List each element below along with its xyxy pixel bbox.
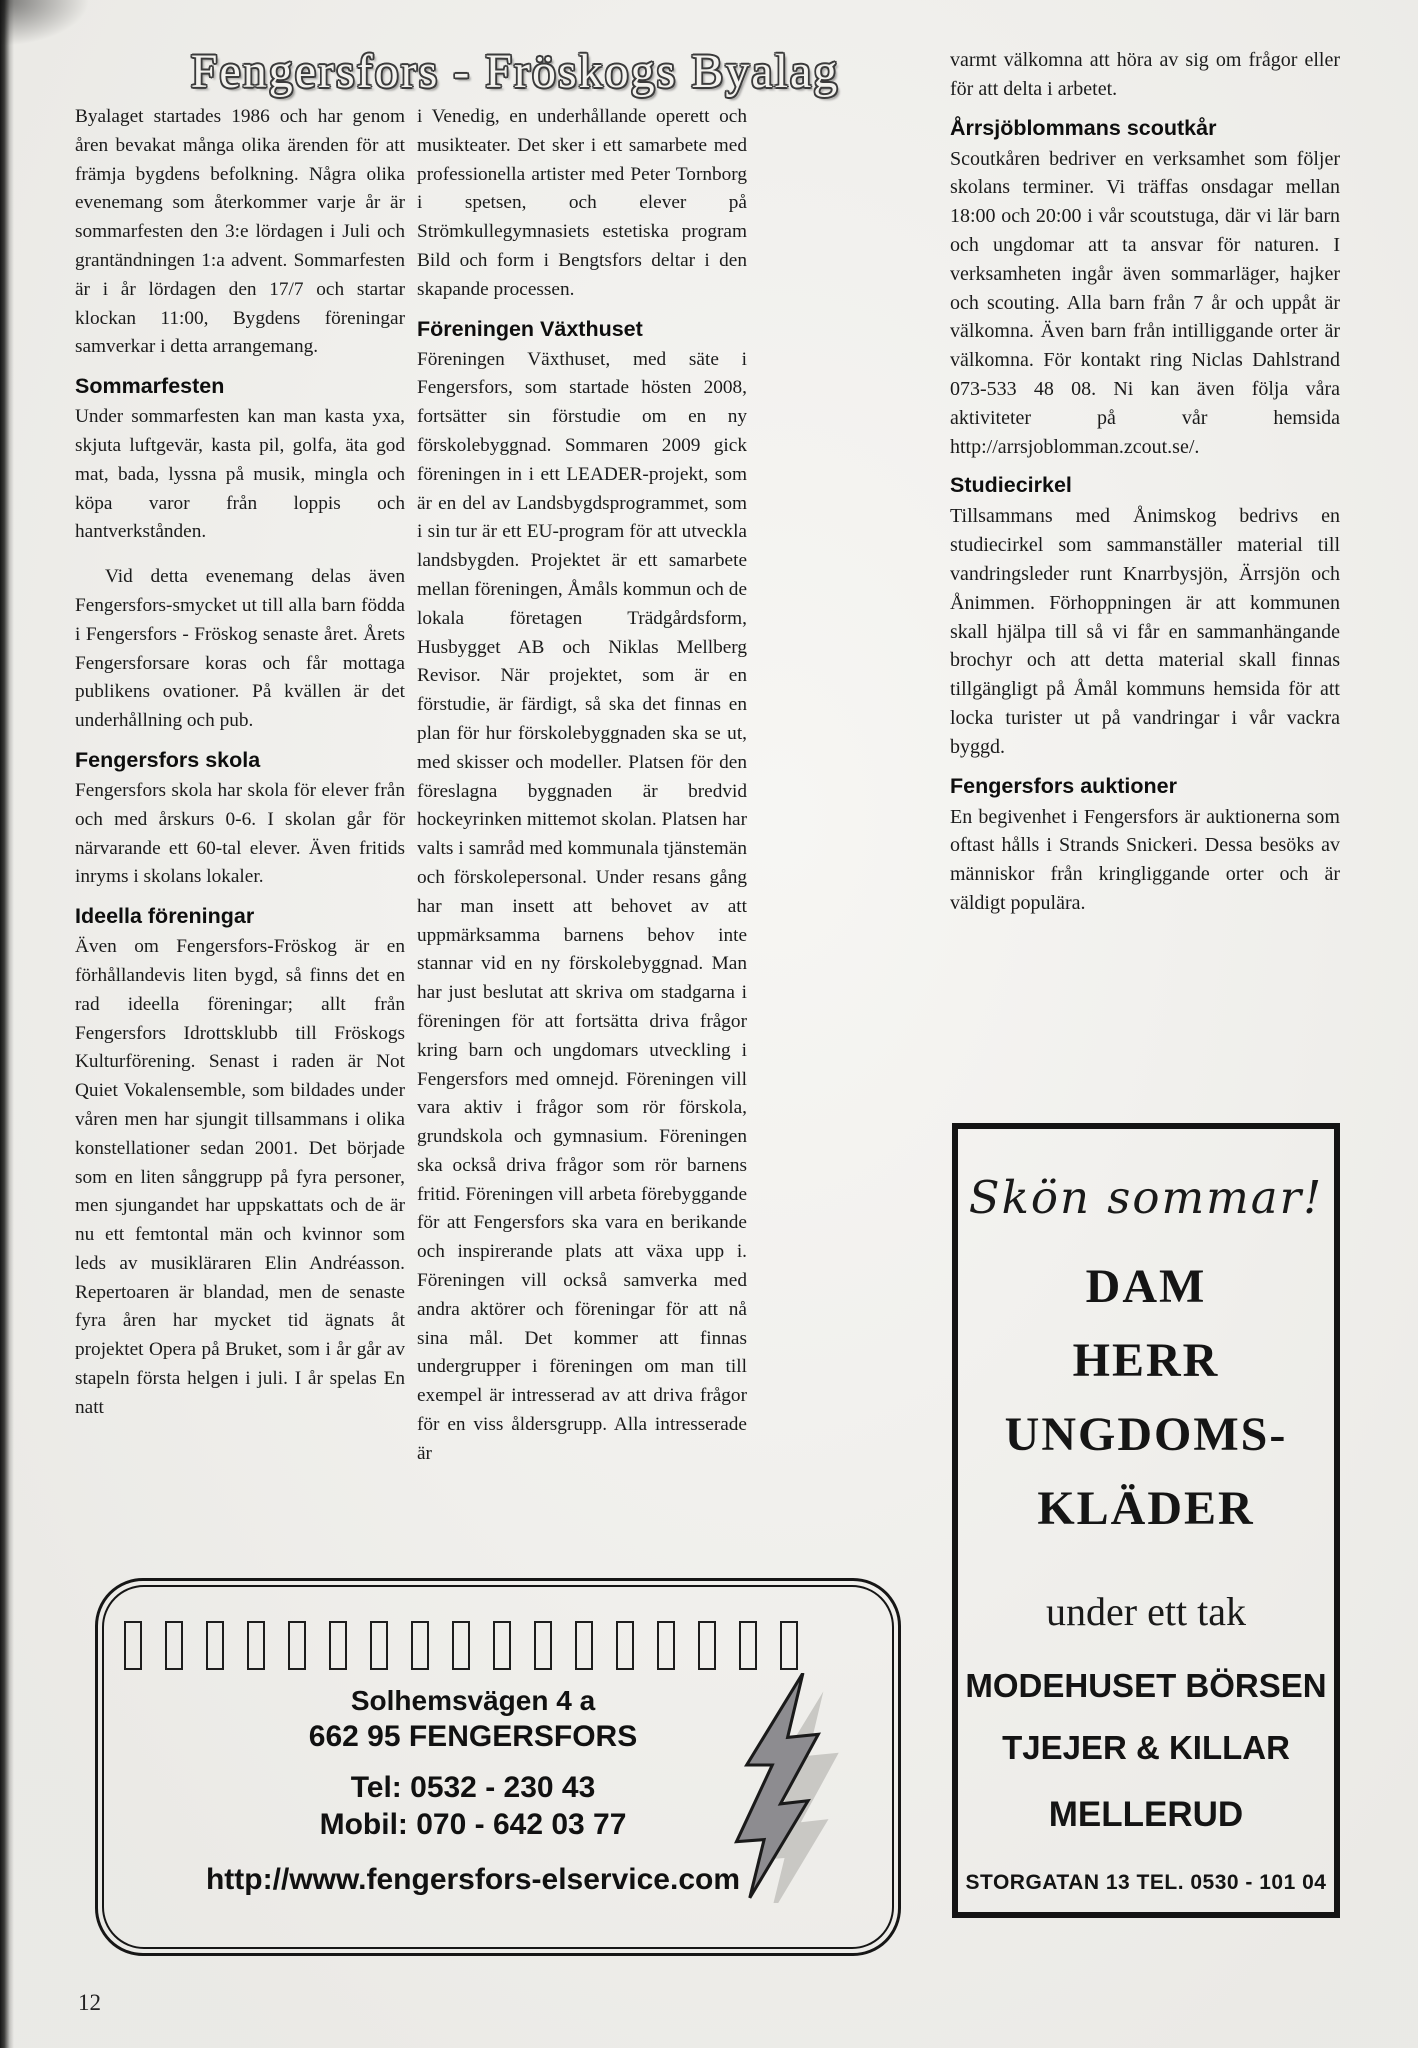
logo-bar xyxy=(575,1621,593,1670)
paragraph: Byalaget startades 1986 och har genom åren bevakat många olika ärenden för att främja bygdens befolkning. Några olika evenemang som återkommer varje år är sommarfesten den 3:e lördagen i Juli och grantändningen 1:a advent. Sommarfesten är i år lördagen den 17/7 och startar klockan 11:00, Bygdens föreningar samverkar i detta arrangemang. xyxy=(75,106,405,358)
paragraph: Föreningen Växthuset, med säte i Fengersfors, som startade hösten 2008, fortsätter sin förstudie om en ny förskolebyggnad. Sommaren 2009 gick föreningen in i ett LEADER-projekt, som är en del av Landsbygdsprogrammet, som i sin tur är ett EU-program för att utveckla landsbygden. Projektet är ett samarbete mellan föreningen, Åmåls kommun och de lokala företagen Trädgårdsform, Husbygget AB och Niklas Mellberg Revisor. När projektet, som är en förstudie, är färdigt, så ska det finnas en plan för hur förskolebyggnaden ska se ut, med skisser och modeller. Platsen för den föreslagna byggnaden är bredvid hockeyrinken mittemot skolan. Platsen har valts i samråd med kommunala tjänstemän och förskolepersonal. Under resans gång har man insett att behovet av att uppmärksamma barnens behov inte stannar vid en ny förskolebyggnad. Man har just beslutat att skriva om stadgarna i föreningen för att fortsätta driva frågor kring barn och ungdomars utveckling i Fengersfors med omnejd. Föreningen vill vara aktiv i frågor som rör förskola, grundskola och gymnasium. Föreningen ska också driva frågor som rör barnens fritid. Föreningen vill arbeta förebyggande för att Fengersfors ska vara en berikande och inspirerande plats att växa upp i. Föreningen vill också samverka med andra aktörer och föreningar för att nå sina mål. Det kommer att finnas undergrupper i föreningen om man till exempel är intresserad av att driva frågor för en viss åldersgrupp. Alla intresserade är xyxy=(417,348,747,1464)
logo-bar xyxy=(370,1621,388,1670)
elservice-logo-bars xyxy=(124,1621,798,1670)
paragraph: Även om Fengersfors-Fröskog är en förhållandevis liten bygd, så finns det en rad ideella föreningar; allt från Fengersfors Idrottsklubb till Fröskogs Kulturförening. Senast i raden är Not Quiet Vokalensemble, som bildades under våren men har sjungit tillsammans i olika konstellationer sedan 2001. Det började som en liten sånggrupp på fyra personer, men sjungandet har uppskattats och de är nu ett femtontal män och kvinnor som leds av musikläraren Elin Andréasson. Repertoaren är blandad, men de senaste fyra åren har mycket tid ägnats åt projektet Opera på Bruket, som i år går av stapeln första helgen i juli. I år spelas En natt xyxy=(75,936,405,1418)
section-heading: Fengersfors skola xyxy=(75,747,261,772)
paragraph: Under sommarfesten kan man kasta yxa, skjuta luftgevär, kasta pil, golfa, äta god mat, bada, lyssna på musik, mingla och köpa varor från loppis och hantverkstånden. xyxy=(75,406,405,543)
ad-subline: under ett tak xyxy=(1046,1589,1246,1634)
ad-product-lines xyxy=(958,1250,1334,1546)
paragraph: Vid detta evenemang delas även Fengersfors-smycket ut till alla barn födda i Fengersfors - Fröskog senaste året. Årets Fengersforsare koras och får mottaga publikens ovationer. På kvällen är det underhållning och pub. xyxy=(75,566,405,732)
lightning-bolt-icon xyxy=(725,1673,840,1903)
logo-bar xyxy=(493,1621,511,1670)
ad-tagline: Skön sommar! xyxy=(968,1171,1324,1224)
ad-product-line: DAM xyxy=(1085,1260,1207,1313)
logo-bar xyxy=(616,1621,634,1670)
logo-bar xyxy=(657,1621,675,1670)
modehuset-borsen-ad xyxy=(952,1123,1340,1918)
ad-product-line: UNGDOMS- xyxy=(1004,1408,1288,1461)
section-heading: Fengersfors auktioner xyxy=(950,773,1177,798)
section-heading: Föreningen Växthuset xyxy=(417,316,643,341)
section-heading: Ideella föreningar xyxy=(75,904,255,929)
ad-product-line: HERR xyxy=(1072,1334,1220,1387)
scan-edge-shadow xyxy=(0,0,14,2048)
paragraph: Fengersfors skola har skola för elever från och med årskurs 0-6. I skolan går för närvarande ett 60-tal elever. Även fritids inryms i skolans lokaler. xyxy=(75,779,405,888)
ad-address-phone: STORGATAN 13 TEL. 0530 - 101 04 xyxy=(965,1871,1327,1894)
paragraph: i Venedig, en underhållande operett och musikteater. Det sker i ett samarbete med professionella artister med Peter Tornborg i spetsen, och elever på Strömkullegymnasiets estetiska program Bild och form i Bengtsfors deltar i den skapande processen. xyxy=(417,106,747,300)
section-heading: Årrsjöblommans scoutkår xyxy=(950,115,1217,140)
logo-bar xyxy=(739,1621,757,1670)
article-column-3 xyxy=(950,46,1340,1126)
logo-bar xyxy=(534,1621,552,1670)
elservice-mobile: Mobil: 070 - 642 03 77 xyxy=(319,1808,627,1841)
logo-bar xyxy=(247,1621,265,1670)
ad-store-name: MODEHUSET BÖRSEN xyxy=(965,1667,1327,1704)
logo-bar xyxy=(165,1621,183,1670)
elservice-website: http://www.fengersfors-elservice.com xyxy=(205,1863,741,1896)
logo-bar xyxy=(698,1621,716,1670)
article-column-2 xyxy=(417,103,747,1568)
paragraph: varmt välkomna att höra av sig om frågor eller för att delta i arbetet. xyxy=(950,49,1340,100)
paragraph: Tillsammans med Ånimskog bedrivs en studiecirkel som sammanställer material till vandringsleder runt Knarrbysjön, Ärrsjön och Ånimmen. Förhoppningen är att kommunen skall hjälpa till så vi får en sammanhängande brochyr och att detta material skall finnas tillgängligt på Åmål kommuns hemsida för att locka turister ut på vandringar i vår vackra byggd. xyxy=(950,505,1340,758)
logo-bar xyxy=(124,1621,142,1670)
paragraph: Scoutkåren bedriver en verksamhet som följer skolans terminer. Vi träffas onsdagar mellan 18:00 och 20:00 i vår scoutstuga, där vi lär barn och ungdomar att ta ansvar för naturen. I verksamheten ingår även sommarläger, hajker och scouting. Alla barn från 7 år och uppåt är välkomna. Även barn från intilliggande orter är välkomna. För kontakt ring Niclas Dahlstrand 073-533 48 08. Ni kan även följa våra aktiviteter på vår hemsida http://arrsjoblomman.zcout.se/. xyxy=(950,147,1340,458)
elservice-contact-block xyxy=(128,1683,818,1898)
logo-bar xyxy=(452,1621,470,1670)
section-heading: Sommarfesten xyxy=(75,374,225,399)
ad-city: MELLERUD xyxy=(1048,1795,1244,1834)
logo-bar xyxy=(206,1621,224,1670)
elservice-address-line1: Solhemsvägen 4 a xyxy=(350,1685,596,1716)
fengersfors-elservice-ad xyxy=(95,1578,901,1956)
section-heading: Studiecirkel xyxy=(950,473,1072,498)
logo-bar xyxy=(411,1621,429,1670)
elservice-phone: Tel: 0532 - 230 43 xyxy=(350,1771,596,1804)
article-column-1 xyxy=(75,103,405,1568)
ad-audience: TJEJER & KILLAR xyxy=(1002,1729,1290,1766)
ad-product-line: KLÄDER xyxy=(1037,1482,1255,1535)
scan-corner-smudge xyxy=(0,0,90,46)
page-number: 12 xyxy=(78,1990,101,2015)
elservice-address-line2: 662 95 FENGERSFORS xyxy=(308,1720,638,1753)
page-title: Fengersfors - Fröskogs Byalag xyxy=(190,45,840,98)
logo-bar xyxy=(288,1621,306,1670)
paragraph: En begivenhet i Fengersfors är auktionerna som oftast hålls i Strands Snickeri. Dessa besöks av människor från kringliggande orter och är väldigt populära. xyxy=(950,805,1340,914)
logo-bar xyxy=(329,1621,347,1670)
logo-bar xyxy=(780,1621,798,1670)
